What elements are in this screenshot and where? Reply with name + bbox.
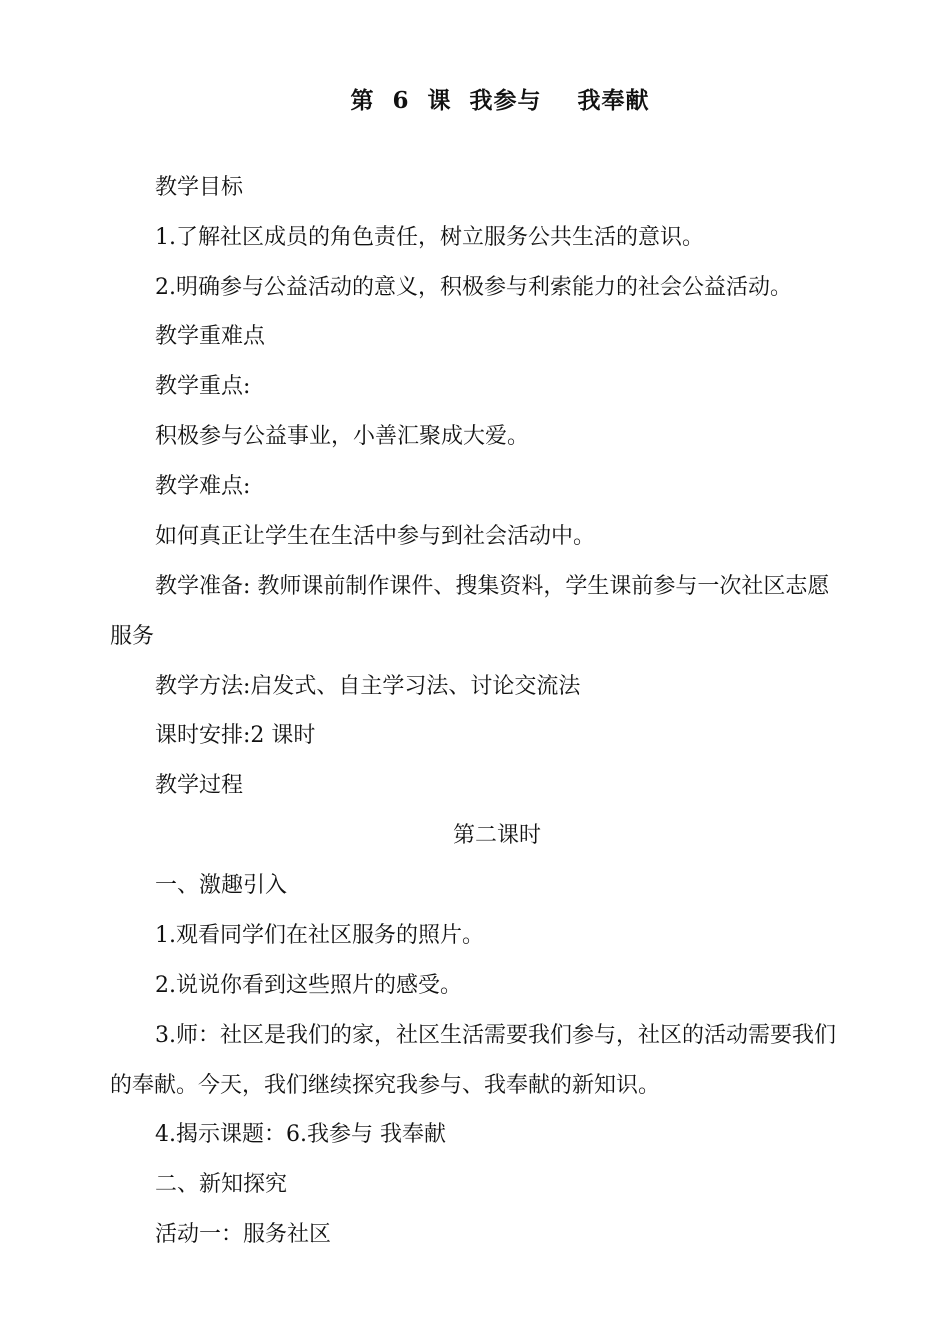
label-difficult-points: 教学难点: [155, 474, 251, 499]
label-key-points: 教学重点: [155, 374, 251, 399]
key-points-text: 积极参与公益事业，小善汇聚成大爱。 [155, 424, 530, 449]
intro-step-3: 3.师：社区是我们的家，社区生活需要我们参与，社区的活动需要我们 [155, 1023, 836, 1048]
heading-teaching-goals: 教学目标 [155, 175, 244, 200]
intro-step-2: 2.说说你看到这些照片的感受。 [155, 973, 462, 998]
intro-step-1: 1.观看同学们在社区服务的照片。 [155, 923, 484, 948]
section-new-knowledge: 二、新知探究 [155, 1172, 288, 1197]
section-introduction: 一、激趣引入 [155, 873, 288, 898]
activity-1-heading: 活动一：服务社区 [155, 1222, 332, 1247]
second-period-heading: 第二课时 [452, 823, 541, 848]
heading-key-difficult-points: 教学重难点 [155, 324, 266, 349]
lesson-title: 第 6 课 我参与 我奉献 [350, 87, 650, 114]
intro-step-3-continued: 的奉献。今天，我们继续探究我参与、我奉献的新知识。 [110, 1073, 661, 1098]
teaching-preparation: 教学准备: 教师课前制作课件、搜集资料，学生课前参与一次社区志愿 [155, 574, 830, 599]
class-hours: 课时安排:2 课时 [155, 723, 316, 748]
teaching-preparation-continued: 服务 [110, 624, 155, 649]
teaching-methods: 教学方法:启发式、自主学习法、讨论交流法 [155, 674, 581, 699]
goal-1: 1.了解社区成员的角色责任，树立服务公共生活的意识。 [155, 225, 704, 250]
intro-step-4: 4.揭示课题：6.我参与 我奉献 [155, 1122, 446, 1147]
heading-teaching-process: 教学过程 [155, 773, 244, 798]
difficult-points-text: 如何真正让学生在生活中参与到社会活动中。 [155, 524, 596, 549]
goal-2: 2.明确参与公益活动的意义，积极参与利索能力的社会公益活动。 [155, 275, 792, 300]
